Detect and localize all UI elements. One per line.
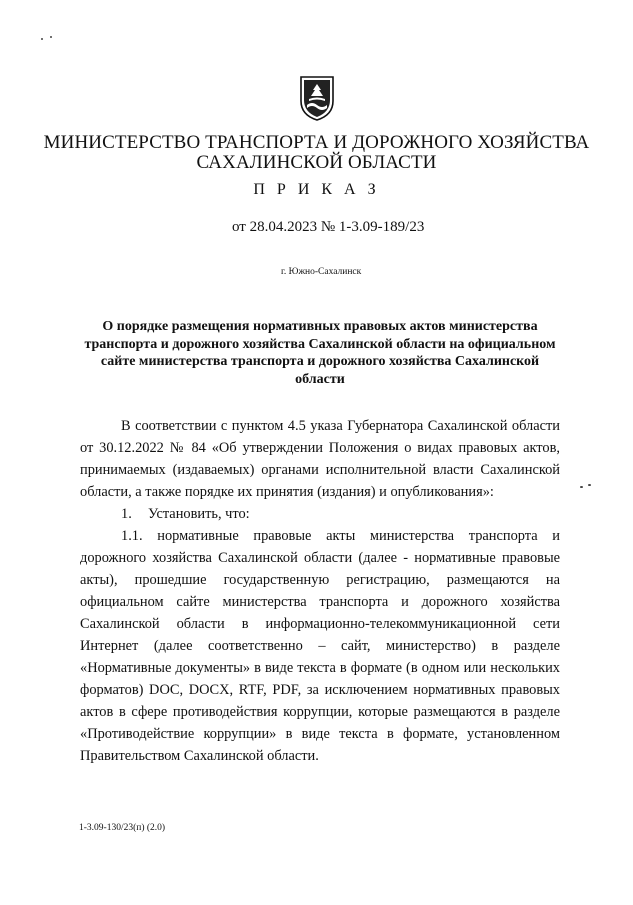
ministry-name-line1: МИНИСТЕРСТВО ТРАНСПОРТА И ДОРОЖНОГО ХОЗЯЙСТВА	[43, 132, 590, 153]
item-1-1-paragraph: 1.1. нормативные правовые акты министерства транспорта и дорожного хозяйства Сахалинской области (далее - нормативные правовые акты), прошедшие государственную регистрацию, размещаются на официальном сайте министерства транспорта и дорожного хозяйства Сахалинской области в информационно-телекоммуникационной сети Интернет (далее соответственно – сайт, министерство) в разделе «Нормативные документы» в виде текста в формате (в одном или нескольких форматов) DOC, DOCX, RTF, PDF, за исключением нормативных правовых актов в сфере противодействия коррупции, которые размещаются в разделе «Противодействие коррупции» в виде текста в формате, установленном Правительством Сахалинской области.	[80, 528, 560, 764]
scan-speck	[588, 484, 591, 486]
scan-speck	[41, 38, 43, 40]
order-subject: О порядке размещения нормативных правовых актов министерства транспорта и дорожного хозяйства Сахалинской области на официальном сайте министерства транспорта и дорожного хозяйства Сахалинской области	[84, 319, 556, 387]
order-city: г. Южно-Сахалинск	[281, 267, 362, 277]
item-1	[80, 503, 560, 525]
preamble-paragraph: В соответствии с пунктом 4.5 указа Губернатора Сахалинской области от 30.12.2022 № 84 «Об утверждении Положения о видах правовых актов, принимаемых (издаваемых) органами исполнительной власти Сахалинской области, а также порядке их принятия (издания) и опубликования»:	[80, 418, 560, 500]
item-1-text: Установить, что:	[148, 506, 250, 522]
item-1-number: 1.	[121, 506, 132, 522]
ministry-name-line2: САХАЛИНСКОЙ ОБЛАСТИ	[196, 152, 437, 173]
order-body	[80, 415, 560, 767]
order-date-number: от 28.04.2023 № 1-3.09-189/23	[232, 219, 425, 235]
scan-speck	[50, 36, 52, 38]
order-title: П Р И К А З	[253, 181, 380, 198]
sakhalin-coat-of-arms-icon	[298, 75, 336, 121]
document-code: 1-3.09-130/23(п) (2.0)	[79, 823, 166, 833]
scan-speck	[580, 486, 583, 488]
